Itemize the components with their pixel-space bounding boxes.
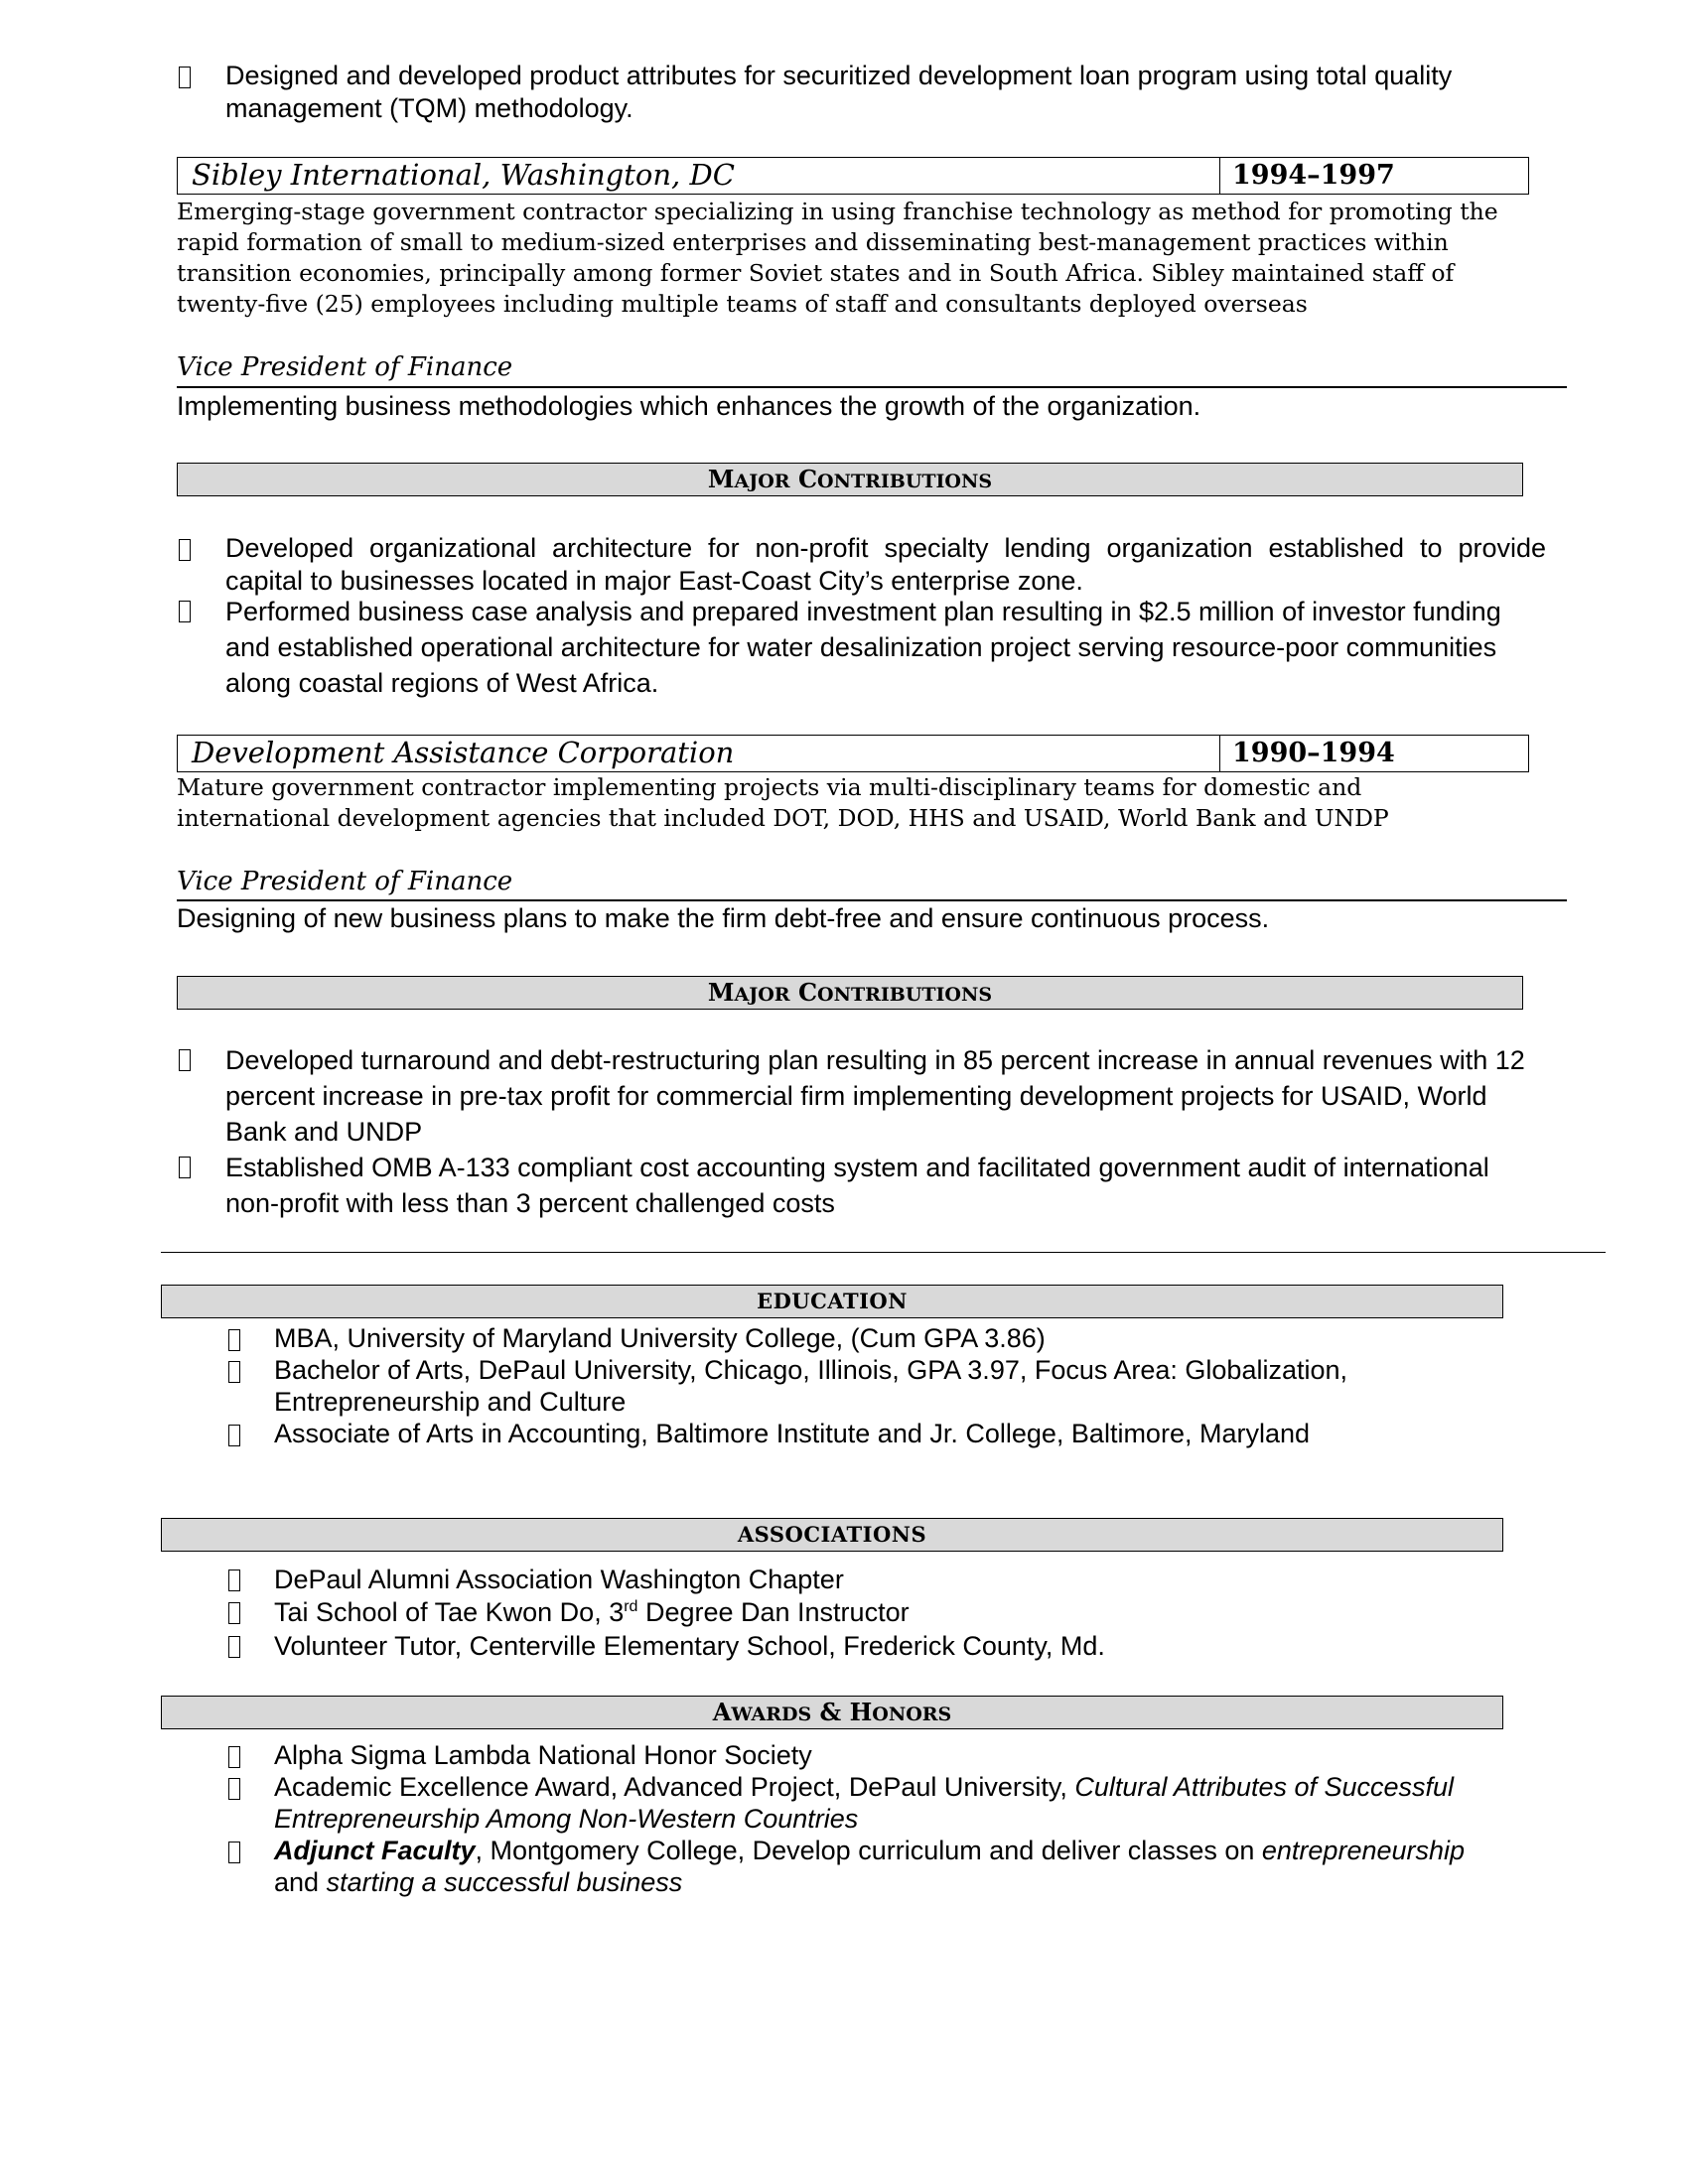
- bullet-text: Developed organizational architecture for non-profit specialty lending organization established to provide capital to businesses located in major East-Coast City’s enterprise zone.: [225, 533, 1546, 596]
- company-name: Development Assistance Corporation: [178, 736, 1220, 771]
- section-divider: [161, 1252, 1606, 1253]
- bullet-text: Performed business case analysis and prepared investment plan resulting in $2.5 million of investor funding and established operational architecture for water desalinization project serving resource-poor communities along coastal regions of West Africa.: [225, 597, 1501, 698]
- section-heading-associations: ASSOCIATIONS: [161, 1518, 1503, 1552]
- bullet-icon: [228, 1636, 240, 1658]
- section-heading-major-contributions: MAJOR CONTRIBUTIONS: [177, 976, 1523, 1010]
- company-years: 1994–1997: [1232, 160, 1395, 191]
- company-name: Sibley International, Washington, DC: [178, 158, 1220, 194]
- company-description: Emerging-stage government contractor specializing in using franchise technology as method for promoting the rapid formation of small to medium-sized enterprises and disseminating best-management practices within transition economies, principally among former Soviet states and in South Africa. Sibley maintained staff of twenty-five (25) employees including multiple teams of staff and consultants deployed overseas: [177, 198, 1498, 318]
- bullet-icon: [228, 1329, 240, 1351]
- section-heading-education: EDUCATION: [161, 1285, 1503, 1318]
- bullet-icon: [228, 1425, 240, 1446]
- bullet-text: Designed and developed product attributes for securitized development loan program using total quality management (TQM) methodology.: [225, 61, 1453, 123]
- bullet-icon: [179, 1049, 191, 1071]
- bullet-icon: [179, 1157, 191, 1178]
- bullet-icon: [179, 67, 191, 88]
- sibley-company-header: [177, 157, 1529, 195]
- job-summary: Implementing business methodologies which enhances the growth of the organization.: [177, 391, 1201, 421]
- bullet-icon: [228, 1778, 240, 1800]
- bullet-icon: [179, 539, 191, 561]
- job-title: Vice President of Finance: [177, 867, 513, 896]
- company-description: Mature government contractor implementing projects via multi-disciplinary teams for domestic and international development agencies that included DOT, DOD, HHS and USAID, World Bank and UNDP: [177, 773, 1389, 832]
- bullet-icon: [228, 1602, 240, 1624]
- job-summary: Designing of new business plans to make the firm debt-free and ensure continuous process.: [177, 903, 1270, 933]
- divider: [177, 386, 1567, 388]
- bullet-text: Established OMB A-133 compliant cost accounting system and facilitated government audit of international non-profit with less than 3 percent challenged costs: [225, 1153, 1489, 1218]
- job-title: Vice President of Finance: [177, 352, 513, 382]
- bullet-text: Developed turnaround and debt-restructuring plan resulting in 85 percent increase in annual revenues with 12 percent increase in pre-tax profit for commercial firm implementing development projects for USAID, World Bank and UNDP: [225, 1045, 1525, 1147]
- bullet-icon: [228, 1746, 240, 1768]
- dac-company-header: [177, 735, 1529, 772]
- bullet-icon: [179, 601, 191, 622]
- section-heading-major-contributions: MAJOR CONTRIBUTIONS: [177, 463, 1523, 496]
- bullet-icon: [228, 1570, 240, 1591]
- bullet-icon: [228, 1361, 240, 1383]
- section-heading-awards-honors: AWARDS & HONORS: [161, 1696, 1503, 1729]
- company-years: 1990–1994: [1232, 738, 1395, 768]
- bullet-icon: [228, 1842, 240, 1863]
